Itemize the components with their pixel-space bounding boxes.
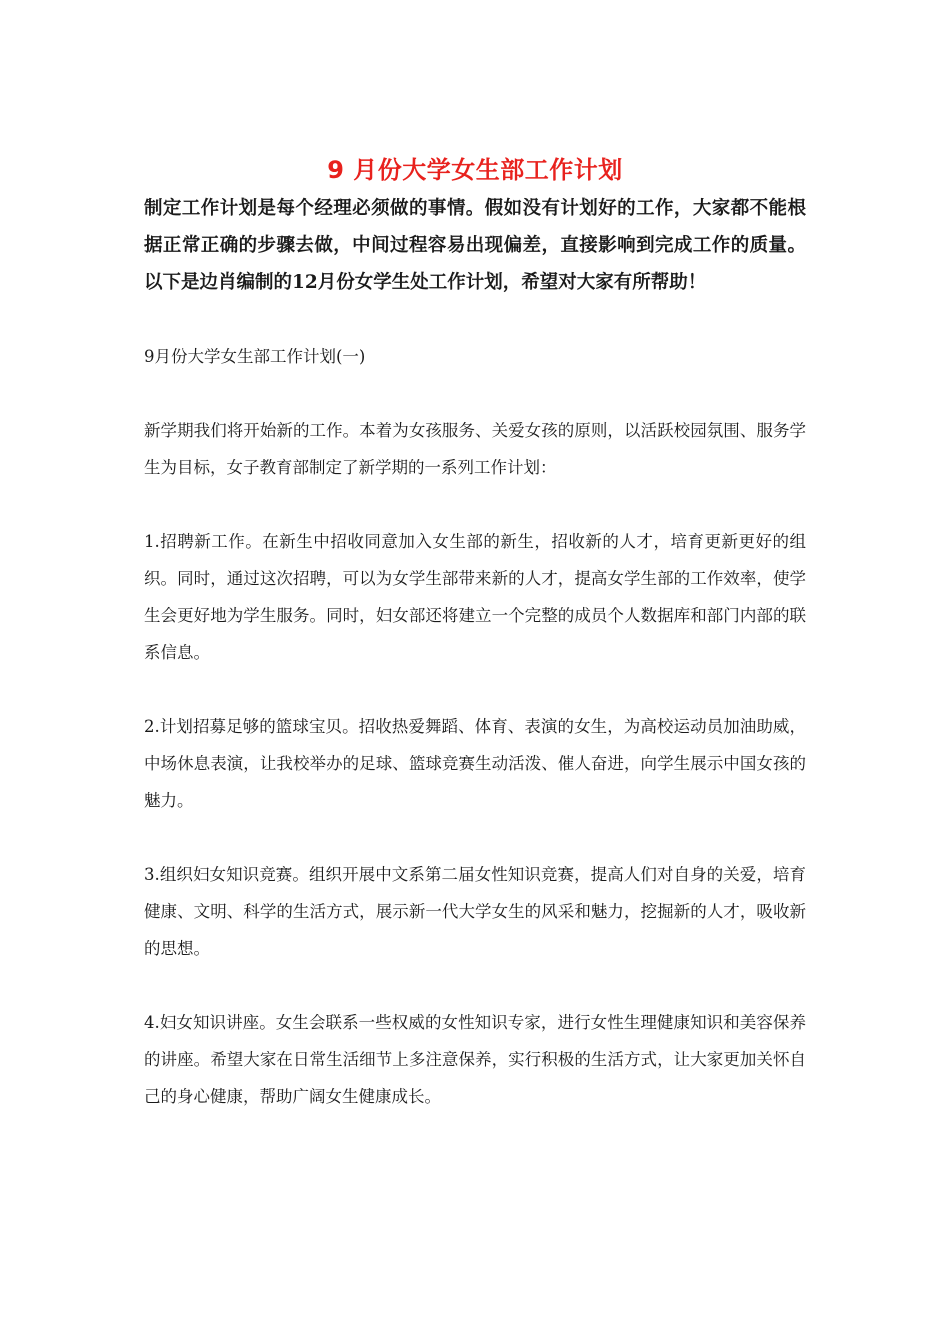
document-page (144, 150, 806, 1115)
spacer (144, 375, 806, 412)
paragraph-item-3: 3.组织妇女知识竞赛。组织开展中文系第二届女性知识竞赛，提高人们对自身的关爱，培育健康、文明、科学的生活方式，展示新一代大学女生的风采和魅力，挖掘新的人才，吸收新的思想。 (144, 865, 806, 958)
section-heading: 9月份大学女生部工作计划(一) (144, 347, 366, 366)
paragraph-overview: 新学期我们将开始新的工作。本着为女孩服务、关爱女孩的原则，以活跃校园氛围、服务学生为目标，女子教育部制定了新学期的一系列工作计划： (144, 421, 806, 477)
spacer (144, 819, 806, 856)
spacer (144, 967, 806, 1004)
paragraph-item-4: 4.妇女知识讲座。女生会联系一些权威的女性知识专家，进行女性生理健康知识和美容保养的讲座。希望大家在日常生活细节上多注意保养，实行积极的生活方式，让大家更加关怀自己的身心健康，帮助广阔女生健康成长。 (144, 1013, 806, 1106)
document-title: 9 月份大学女生部工作计划 (327, 156, 623, 184)
paragraph-item-1: 1.招聘新工作。在新生中招收同意加入女生部的新生，招收新的人才，培育更新更好的组织。同时，通过这次招聘，可以为女学生部带来新的人才，提高女学生部的工作效率，使学生会更好地为学生服务。同时，妇女部还将建立一个完整的成员个人数据库和部门内部的联系信息。 (144, 532, 806, 662)
paragraph-item-2: 2.计划招募足够的篮球宝贝。招收热爱舞蹈、体育、表演的女生，为高校运动员加油助威，中场休息表演，让我校举办的足球、篮球竞赛生动活泼、催人奋进，向学生展示中国女孩的魅力。 (144, 717, 806, 810)
spacer (144, 486, 806, 523)
spacer (144, 671, 806, 708)
spacer (144, 301, 806, 338)
intro-paragraph: 制定工作计划是每个经理必须做的事情。假如没有计划好的工作，大家都不能根据正常正确的步骤去做，中间过程容易出现偏差，直接影响到完成工作的质量。以下是边肖编制的12月份女学生处工作计划，希望对大家有所帮助！ (144, 198, 806, 293)
